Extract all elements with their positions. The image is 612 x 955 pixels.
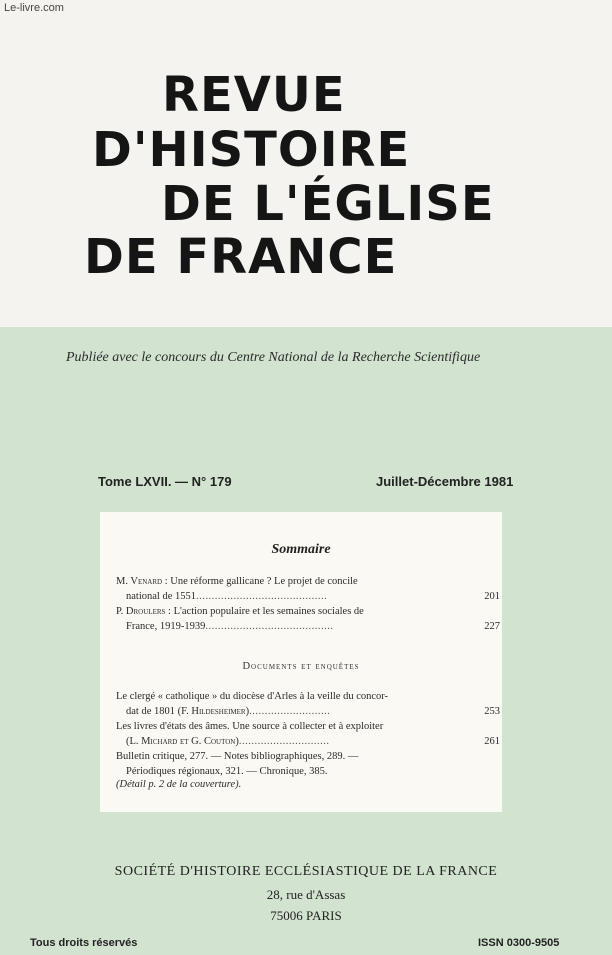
table-of-contents [100, 512, 502, 812]
publisher-city: 75006 PARIS [270, 908, 342, 923]
contents-entry [116, 719, 500, 749]
dot-leader: .......................................... [195, 591, 328, 602]
entry-author: M. Venard [116, 576, 163, 587]
entry-title-line: Les livres d'états des âmes. Une source à collecter et à exploiter [116, 721, 384, 732]
journal-title-line-4: DE FRANCE [84, 229, 398, 285]
contents-misc [116, 749, 500, 779]
journal-title-line-3: DE L'ÉGLISE [161, 176, 495, 232]
journal-title-line-1: REVUE [162, 67, 346, 123]
entry-page-number: 227 [484, 621, 500, 632]
entry-title-line: (L. [126, 736, 142, 747]
cover-top-panel [0, 0, 612, 327]
dot-leader: ......................................... [205, 621, 334, 632]
entry-page-number: 261 [484, 736, 500, 747]
contents-heading: Sommaire [271, 542, 331, 557]
entry-title-line: Le clergé « catholique » du diocèse d'Arles à la veille du concor- [116, 691, 389, 702]
entry-title-line: France, 1919-1939 [126, 621, 206, 632]
issue-period: Juillet-Décembre 1981 [376, 474, 514, 489]
contents-entry [116, 604, 500, 634]
misc-line: Bulletin critique, 277. — Notes bibliographiques, 289. — [116, 751, 359, 762]
entry-author: Hildesheimer [191, 706, 246, 717]
entry-title-line: ) [245, 706, 250, 717]
dot-leader: .......................... [249, 706, 331, 717]
issn: ISSN 0300-9505 [478, 937, 560, 949]
entry-page-number: 253 [484, 706, 500, 717]
entry-title-line: ) [235, 736, 239, 747]
entry-author: Michard et G. Couton [141, 736, 236, 747]
publisher-name: SOCIÉTÉ D'HISTOIRE ECCLÉSIASTIQUE DE LA FRANCE [114, 864, 498, 879]
entry-title-line: national de 1551 [126, 591, 196, 602]
entry-title-line: dat de 1801 (F. [126, 706, 192, 717]
detail-note: (Détail p. 2 de la couverture). [116, 779, 242, 790]
misc-line: Périodiques régionaux, 321. — Chronique, 385. [126, 766, 328, 777]
entry-title-line: : Une réforme gallicane ? Le projet de concile [162, 576, 358, 587]
entry-author: P. Droulers [116, 606, 166, 617]
issue-volume: Tome LXVII. — N° 179 [98, 474, 232, 489]
contents-entry [116, 689, 500, 719]
journal-title-line-2: D'HISTOIRE [92, 122, 411, 178]
entry-title-line: : L'action populaire et les semaines sociales de [165, 606, 364, 617]
contents-entry [116, 574, 500, 604]
publisher-street: 28, rue d'Assas [266, 887, 346, 902]
section-heading: Documents et enquêtes [242, 661, 360, 672]
rights-notice: Tous droits réservés [30, 937, 138, 949]
subtitle: Publiée avec le concours du Centre National de la Recherche Scientifique [66, 350, 481, 365]
dot-leader: ............................. [238, 736, 330, 747]
entry-page-number: 201 [484, 591, 500, 602]
watermark: Le-livre.com [4, 2, 64, 14]
